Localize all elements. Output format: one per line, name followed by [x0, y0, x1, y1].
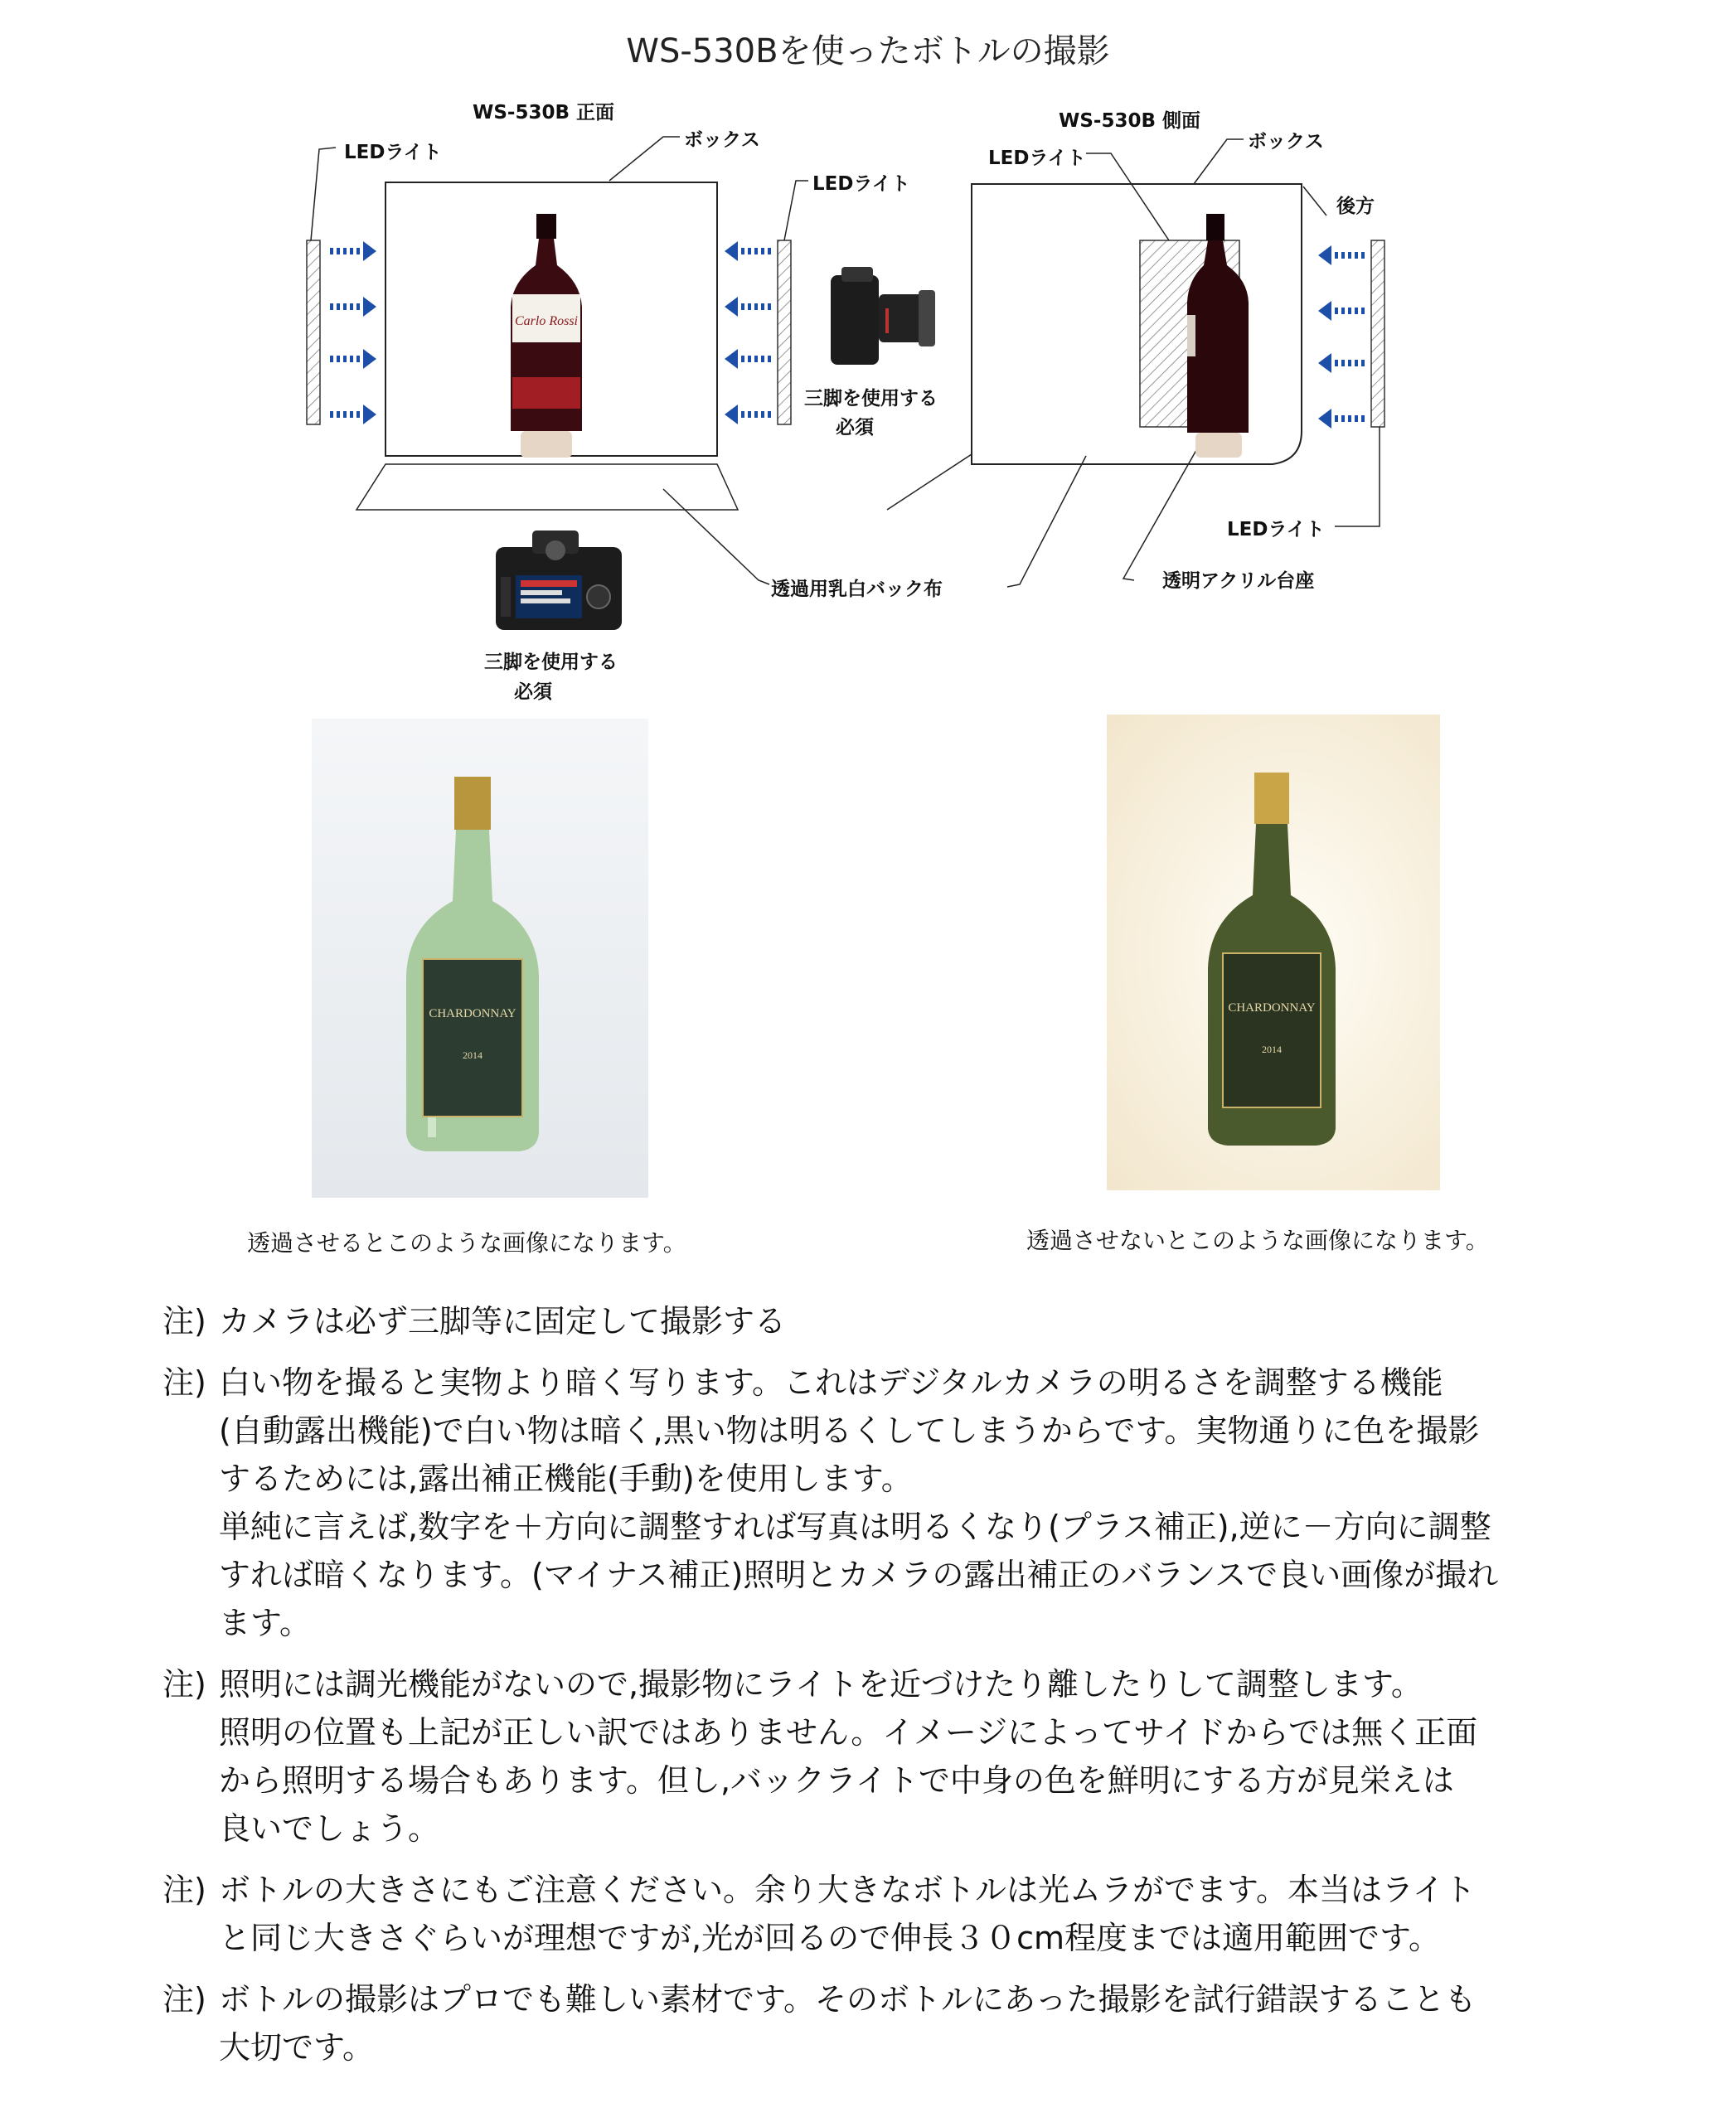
note-item [162, 1297, 1655, 1345]
side-arrows [1318, 245, 1365, 429]
page-title: WS-530Bを使ったボトルの撮影 [626, 32, 1110, 70]
note-line: 良いでしょう。 [219, 1810, 440, 1847]
note-marker: 注) [162, 1872, 206, 1908]
note-line: するためには,露出補正機能(手動)を使用します。 [219, 1461, 913, 1497]
non-backlit-bottle-label: CHARDONNAY [1228, 1001, 1316, 1015]
wine-label-text: Carlo Rossi [514, 314, 579, 328]
tripod-front-label-1: 三脚を使用する [804, 388, 938, 409]
note-marker: 注) [162, 1666, 206, 1703]
note-line: 白い物を撮ると実物より暗く写ります。これはデジタルカメラの明るさを調整する機能 [219, 1364, 1443, 1401]
front-led-left [307, 240, 320, 424]
note-marker: 注) [162, 1303, 206, 1340]
note-marker: 注) [162, 1981, 206, 2018]
front-arrows-left [330, 241, 376, 424]
bottom-camera-icon [496, 530, 622, 630]
note-line: ボトルの撮影はプロでも難しい素材です。そのボトルにあった撮影を試行錯誤することも [219, 1981, 1477, 2018]
rear-label: 後方 [1336, 196, 1375, 217]
tripod-front-label-2: 必須 [836, 417, 874, 438]
note-item [162, 1975, 1655, 2071]
tripod-bottom-label-2: 必須 [514, 681, 552, 703]
front-led-right [778, 240, 791, 424]
front-arrows-right [725, 241, 771, 424]
non-backlit-bottle-year: 2014 [1262, 1044, 1282, 1055]
note-line: 照明には調光機能がないので,撮影物にライトを近づけたり離したりして調整します。 [219, 1666, 1423, 1703]
note-item [162, 1866, 1655, 1962]
setup-diagram [0, 0, 1736, 746]
backlit-bottle-year: 2014 [463, 1049, 482, 1061]
front-view-label: WS-530B 正面 [473, 102, 615, 124]
note-item [162, 1660, 1655, 1853]
tripod-bottom-label-1: 三脚を使用する [484, 652, 618, 673]
non-backlit-caption: 透過させないとこのような画像になります。 [1026, 1227, 1489, 1254]
note-line: 単純に言えば,数字を＋方向に調整すれば写真は明るくなり(プラス補正),逆に－方向に調整 [219, 1509, 1491, 1545]
note-line: すれば暗くなります。(マイナス補正)照明とカメラの露出補正のバランスで良い画像が撮れ [219, 1557, 1499, 1593]
front-wine-bottle [511, 214, 582, 458]
note-item [162, 1359, 1655, 1647]
note-line: と同じ大きさぐらいが理想ですが,光が回るので伸長３０cm程度までは適用範囲です。 [219, 1920, 1440, 1956]
box-front-label: ボックス [684, 129, 760, 151]
note-line: から照明する場合もあります。但し,バックライトで中身の色を鮮明にする方が見栄えは [219, 1762, 1454, 1799]
led-light-side-rear-label: LEDライト [1227, 519, 1325, 540]
backlit-caption: 透過させるとこのような画像になります。 [247, 1229, 686, 1257]
backlit-bottle-label: CHARDONNAY [429, 1007, 516, 1020]
note-line: ます。 [219, 1605, 311, 1641]
led-light-right-label: LEDライト [812, 173, 910, 195]
led-light-left-label: LEDライト [344, 142, 442, 163]
note-line: ボトルの大きさにもご注意ください。余り大きなボトルは光ムラがでます。本当はライト [219, 1872, 1476, 1908]
note-line: 照明の位置も上記が正しい訳ではありません。イメージによってサイドからでは無く正面 [219, 1714, 1478, 1751]
box-side-label: ボックス [1248, 131, 1324, 153]
note-line: カメラは必ず三脚等に固定して撮影する [219, 1303, 787, 1340]
side-led-rear [1371, 240, 1384, 427]
acrylic-base-label: 透明アクリル台座 [1162, 570, 1315, 592]
notes-section [162, 1297, 1655, 2085]
front-camera-icon [831, 267, 935, 365]
led-light-side-inner-label: LEDライト [988, 148, 1086, 169]
front-diffuser-cloth [356, 464, 738, 510]
backlit-bottle-photo [312, 719, 648, 1198]
side-box [972, 184, 1302, 464]
note-line: (自動露出機能)で白い物は暗く,黒い物は明るくしてしまうからです。実物通りに色を撮影 [219, 1412, 1480, 1449]
side-view-label: WS-530B 側面 [1059, 110, 1201, 132]
diffuser-cloth-label: 透過用乳白バック布 [771, 579, 943, 600]
note-line: 大切です。 [219, 2029, 374, 2066]
note-marker: 注) [162, 1364, 206, 1401]
non-backlit-bottle-photo [1107, 715, 1440, 1190]
